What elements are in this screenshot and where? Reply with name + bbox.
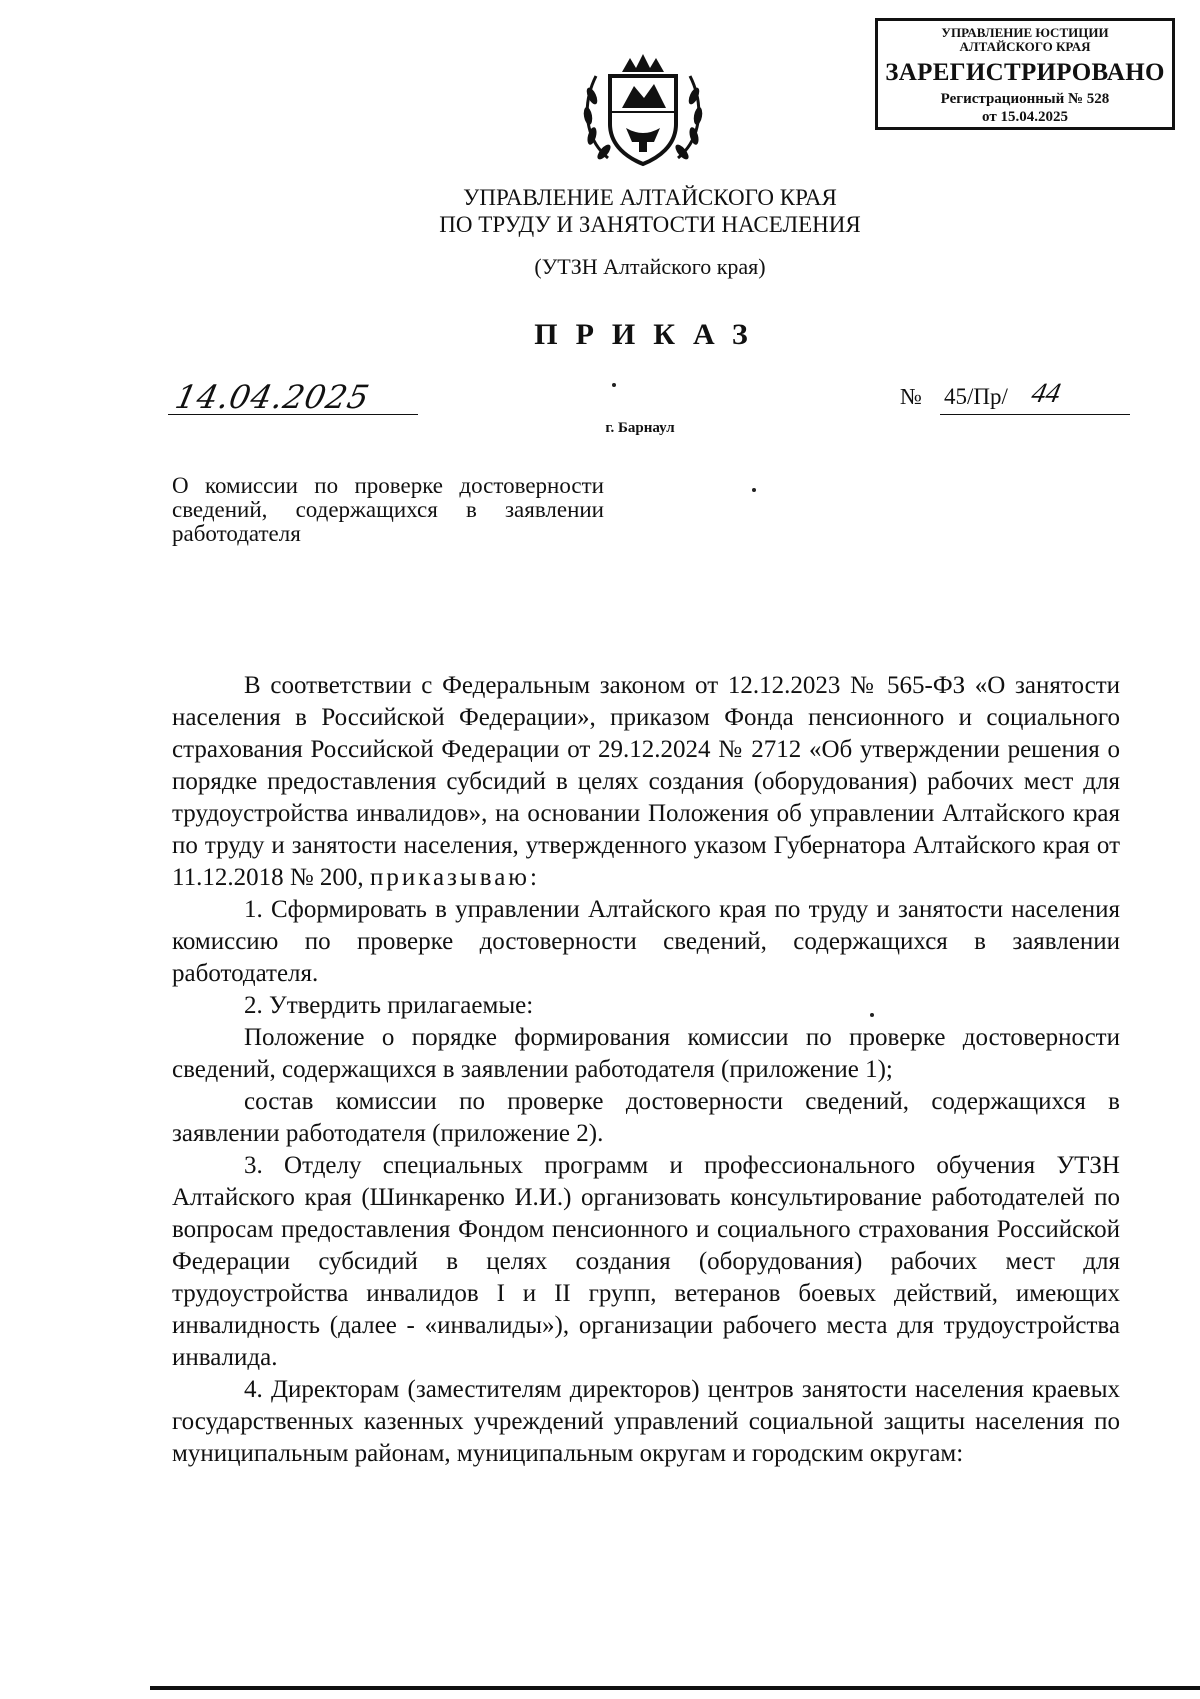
order-subject: О комиссии по проверке достоверности сведений, содержащихся в заявлении работодателя	[172, 473, 604, 546]
body-paragraph-item2-regulation: Положение о порядке формирования комиссии по проверке достоверности сведений, содержащихся в заявлении работодателя (приложение 1);	[172, 1024, 1120, 1083]
order-number-printed: 45/Пр/	[944, 384, 1008, 409]
order-body	[172, 670, 1120, 1470]
scan-speck	[752, 488, 756, 492]
stamp-status: ЗАРЕГИСТРИРОВАНО	[885, 59, 1165, 86]
body-paragraph-item2: 2. Утвердить прилагаемые:	[244, 992, 534, 1019]
directive-word: приказываю:	[369, 864, 540, 891]
scan-speck	[870, 1013, 874, 1017]
page-bottom-edge	[150, 1686, 1200, 1690]
stamp-authority-line1: УПРАВЛЕНИЕ ЮСТИЦИИ	[941, 25, 1109, 40]
body-paragraph-item3: 3. Отделу специальных программ и профессионального обучения УТЗН Алтайского края (Шинкаренко И.И.) организовать консультирование работодателей по вопросам предоставления Фондом пенсионного и социального страхования Российской Федерации субсидий в целях создания (оборудования) рабочих мест для трудоустройства инвалидов I и II групп, ветеранов боевых действий, имеющих инвалидность (далее - «инвалиды»), организации рабочего места для трудоустройства инвалида.	[172, 1152, 1120, 1371]
registration-stamp	[875, 18, 1175, 130]
order-date-field	[168, 378, 418, 415]
stamp-reg-date: от 15.04.2025	[982, 109, 1068, 125]
order-date-handwritten: 14.04.2025	[171, 378, 374, 416]
organization-name-line2: ПО ТРУДУ И ЗАНЯТОСТИ НАСЕЛЕНИЯ	[439, 212, 861, 237]
body-paragraph-item4: 4. Директорам (заместителям директоров) центров занятости населения краевых государственных казенных учреждений управлений социальной защиты населения по муниципальным районам, муниципальным округам и городским округам:	[172, 1376, 1120, 1467]
order-number-field	[940, 378, 1130, 415]
body-paragraph-item1: 1. Сформировать в управлении Алтайского края по труду и занятости населения комиссию по проверке достоверности сведений, содержащихся в заявлении работодателя.	[172, 896, 1120, 987]
order-number-label: №	[900, 384, 922, 409]
organization-name-line1: УПРАВЛЕНИЕ АЛТАЙСКОГО КРАЯ	[463, 185, 837, 210]
stamp-authority-line2: АЛТАЙСКОГО КРАЯ	[959, 39, 1091, 54]
organization-name	[300, 184, 1000, 238]
body-paragraph-preamble	[172, 670, 1120, 894]
document-type-title: ПРИКАЗ	[534, 318, 766, 351]
order-number-handwritten: 44	[1028, 378, 1064, 409]
stamp-reg-number: Регистрационный № 528	[940, 91, 1110, 107]
scan-speck	[612, 383, 616, 387]
issue-city: г. Барнаул	[605, 420, 675, 436]
coat-of-arms-icon	[578, 46, 708, 176]
body-paragraph-item2-composition: состав комиссии по проверке достоверности сведений, содержащихся в заявлении работодателя (приложение 2).	[172, 1088, 1120, 1147]
preamble-text: В соответствии с Федеральным законом от 12.12.2023 № 565-ФЗ «О занятости населения в Российской Федерации», приказом Фонда пенсионного и социального страхования Российской Федерации от 29.12.2024 № 2712 «Об утверждении решения о порядке предоставления субсидий в целях создания (оборудования) рабочих мест для трудоустройства инвалидов», на основании Положения об управлении Алтайского края по труду и занятости населения, утвержденного указом Губернатора Алтайского края от 11.12.2018 № 200,	[172, 672, 1120, 891]
organization-short-name: (УТЗН Алтайского края)	[534, 254, 766, 279]
